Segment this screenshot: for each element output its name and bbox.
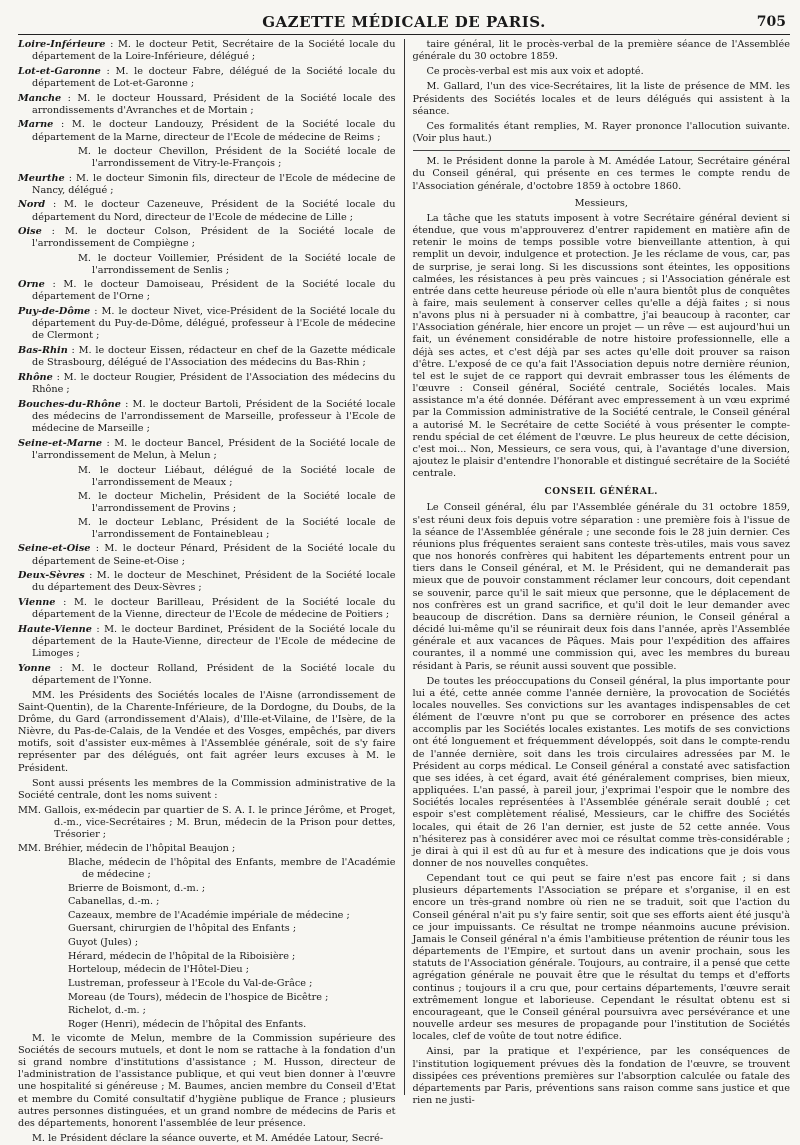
department-entry [18, 372, 396, 396]
commission-member: Lustreman, professeur à l'Ecole du Val-de-Grâce ; [68, 978, 313, 990]
department-delegate-text: : M. le docteur Rougier, Président de l'Association des médecins du Rhône ; [32, 371, 396, 396]
department-entry [18, 226, 396, 250]
salutation: Messieurs, [574, 197, 628, 209]
commission-member: Guyot (Jules) ; [68, 937, 139, 949]
department-entry [18, 119, 396, 143]
department-delegate-text: : M. le docteur Pénard, Président de la Société locale du département de Seine-et-Oise ; [32, 543, 396, 567]
department-entry [18, 438, 396, 462]
department-name: Marne [18, 119, 54, 131]
section-heading: CONSEIL GÉNÉRAL. [544, 487, 658, 498]
commission-member: Brierre de Boismont, d.-m. ; [68, 882, 206, 894]
department-delegate-text: : M. le docteur Bartoli, Président de la Société locale des médecins de l'arrondissement de Marseille, professeur à l'Ecole de médecine de Marseille ; [32, 398, 396, 435]
department-delegate-text: : M. le docteur Petit, Secrétaire de la Société locale du département de la Loire-Inférieure, délégué ; [32, 39, 396, 63]
commission-members [18, 805, 396, 1031]
commission-member: Guersant, chirurgien de l'hôpital des Enfants ; [68, 923, 297, 935]
paragraph-regrets: MM. les Présidents des Sociétés locales de l'Aisne (arrondissement de Saint-Quentin), de la Charente-Inférieure, de la Dordogne, du Doubs, de la Drôme, du Gard (arrondissement d'Alais), d'Ille-et-Vilaine, de l'Isère, de la Nièvre, du Pas-de-Calais, de la Vendée et des Vosges, empêchés, par divers motifs, soit d'assister eux-mêmes à l'Assemblée générale, soit de s'y faire représenter par des délégués, ont fait agréer leurs excuses à M. le Président. [18, 689, 396, 774]
department-name: Seine-et-Marne [18, 437, 103, 449]
department-delegate-text: : M. le docteur Cazeneuve, Président de la Société locale du département du Nord, directeur de l'Ecole de médecine de Lille ; [32, 199, 396, 223]
department-name: Nord [18, 199, 46, 211]
paragraph-guests: M. le vicomte de Melun, membre de la Commission supérieure des Sociétés de secours mutuels, et dont le nom se rattache à la fondation d'un si grand nombre d'institutions d'assistance ; M. Husson, directeur de l'administration de l'assistance publique, et qui veut bien donner à l'œuvre une hospitalité si généreuse ; M. Baumes, ancien membre du Conseil d'Etat et membre du Comité consultatif d'hygiène publique de France ; plusieurs autres personnes distinguées, et un grand nombre de médecins de Paris et des départements, honorent l'assemblée de leur présence. [18, 1032, 396, 1129]
commission-member: Horteloup, médecin de l'Hôtel-Dieu ; [68, 964, 249, 976]
paragraph-report-intro: M. le Président donne la parole à M. Amédée Latour, Secrétaire général du Conseil général, qui présente en ces termes le compte rendu de l'Association générale, d'octobre 1859 à octobre 1860. [412, 156, 790, 192]
minutes-paragraph: Ces formalités étant remplies, M. Rayer prononce l'allocution suivante. (Voir plus haut.) [412, 120, 790, 145]
department-name: Haute-Vienne [18, 623, 92, 635]
department-name: Bas-Rhin [18, 345, 68, 357]
department-delegate-text: : M. le docteur Bardinet, Président de la Société locale du département de la Haute-Vienne, directeur de l'Ecole de médecine de Limoges ; [32, 623, 396, 660]
department-entry [18, 345, 396, 369]
left-column [18, 39, 405, 1144]
department-delegate-text: : M. le docteur Nivet, vice-Président de la Société locale du département du Puy-de-Dôme, délégué, professeur à l'Ecole de médecine de Clermont ; [32, 306, 396, 342]
department-name: Deux-Sèvres [18, 570, 85, 582]
department-entry [18, 597, 396, 621]
department-name: Oise [18, 226, 42, 238]
additional-delegate: M. le docteur Voillemier, Président de la Société locale de l'arrondissement de Senlis ; [78, 253, 396, 277]
department-name: Manche [18, 92, 62, 104]
commission-member: Roger (Henri), médecin de l'hôpital des Enfants. [68, 1019, 307, 1031]
right-column [405, 39, 791, 1106]
department-delegate-text: : M. le docteur Rolland, Président de la Société locale du département de l'Yonne. [32, 662, 396, 686]
department-name: Vienne [18, 597, 56, 609]
minutes-paragraph: taire général, lit le procès-verbal de la première séance de l'Assemblée générale du 30 octobre 1859. [412, 39, 790, 63]
department-entry [18, 399, 396, 435]
two-column-body [18, 39, 790, 1144]
department-delegate-text: : M. le docteur de Meschinet, Président de la Société locale du département des Deux-Sèvres ; [32, 570, 396, 594]
department-delegate-text: : M. le docteur Houssard, Président de la Société locale des arrondissements d'Avranches et de Mortain ; [32, 92, 396, 116]
department-delegate-text: : M. le docteur Colson, Président de la Société locale de l'arrondissement de Compiègne ; [32, 226, 396, 250]
additional-delegate: M. le docteur Leblanc, Président de la Société locale de l'arrondissement de Fontainebleau ; [78, 517, 396, 541]
page-header [18, 10, 790, 35]
conseil-paragraph: De toutes les préoccupations du Conseil général, la plus importante pour lui a été, cette année comme l'année dernière, la provocation de Sociétés locales nouvelles. Ses convictions sur les avantages indispensables de cet élément de l'œuvre n'ont pu que se corroborer en présence des actes accomplis par les Sociétés locales existantes. Les motifs de ses convictions ont été longuement et fréquemment développés, soit dans le compte-rendu de l'année dernière, soit dans les trois circulaires adressées par M. le Président au corps médical. Le Conseil général a constaté avec satisfaction que ses idées, à cet égard, avait été généralement comprises, bien mieux, appliquées. L'an passé, à pareil jour, j'exprimai l'espoir que le nombre des Sociétés locales représentées à l'Assemblée générale serait doublé ; cet espoir s'est complètement réalisé, Messieurs, car le chiffre des Sociétés locales, qui était de 26 l'an dernier, est juste de 52 cette année. Vous n'hésiterez pas à considérer avec moi ce résultat comme très-considérable ; je dirai à qui il est dû au fur et à mesure des indications que je dois vous donner de nos nouvelles conquêtes. [412, 675, 790, 869]
department-entry [18, 173, 396, 197]
department-name: Yonne [18, 662, 51, 674]
department-list [18, 39, 396, 687]
department-name: Lot-et-Garonne [18, 65, 101, 77]
commission-member: Cabanellas, d.-m. ; [68, 896, 160, 908]
minutes-paragraph: Ce procès-verbal est mis aux voix et adopté. [426, 66, 644, 78]
department-name: Rhône [18, 371, 53, 383]
department-entry [18, 543, 396, 567]
department-entry [18, 93, 396, 117]
additional-delegate: M. le docteur Chevillon, Président de la Société locale de l'arrondissement de Vitry-le-François ; [78, 146, 396, 170]
additional-delegate: M. le docteur Michelin, Président de la Société locale de l'arrondissement de Provins ; [78, 490, 396, 514]
department-name: Puy-de-Dôme [18, 306, 91, 318]
commission-member-line: MM. Gallois, ex-médecin par quartier de S. A. I. le prince Jérôme, et Proget, d.-m., vice-Secrétaires ; M. Brun, médecin de la Prison pour dettes, Trésorier ; [18, 805, 396, 841]
department-entry [18, 624, 396, 660]
page-number: 705 [756, 14, 786, 30]
paragraph-commission: Sont aussi présents les membres de la Commission administrative de la Société centrale, dont les noms suivent : [18, 777, 396, 801]
department-delegate-text: : M. le docteur Landouzy, Président de la Société locale du département de la Marne, directeur de l'Ecole de médecine de Reims ; [32, 119, 396, 143]
department-entry [18, 199, 396, 223]
department-entry [18, 66, 396, 90]
conseil-paragraph: Ainsi, par la pratique et l'expérience, par les conséquences de l'institution logiquement prévues dès la fondation de l'œuvre, se trouvent dissipées ces préventions premières sur l'absorption calculée ou fatale des départements par Paris, préventions sans raison comme sans justice et que rien ne justi- [412, 1046, 790, 1106]
commission-member: Blache, médecin de l'hôpital des Enfants, membre de l'Académie de médecine ; [68, 856, 396, 880]
department-entry [18, 39, 396, 63]
report-paragraphs [413, 213, 791, 480]
conseil-paragraph: Cependant tout ce qui peut se faire n'est pas encore fait ; si dans plusieurs départements l'Association se prépare et s'organise, il en est encore un très-grand nombre où rien ne se traduit, soit que l'action du Conseil général n'ait pu s'y faire sentir, soit que ses efforts aient été jusqu'à ce jour impuissants. Ce résultat ne trompe néanmoins aucune prévision. Jamais le Conseil général n'a émis l'ambitieuse prétention de réunir tous les départements de l'Empire, et surtout dans un avenir prochain, sous les statuts de l'Association générale. Toujours, au contraire, il a pensé que cette agrégation générale ne pouvait être que le résultat du temps et d'efforts continus ; toujours il a cru que, pour certains départements, l'œuvre serait extrêmement longue et laborieuse. Cependant le résultat obtenu est si encourageant, que le Conseil général poursuivra avec persévérance et une nouvelle ardeur ses mesures de propagande pour l'institution de Sociétés locales, clef de voûte de tout notre édifice. [412, 873, 790, 1043]
conseil-paragraph: Le Conseil général, élu par l'Assemblée générale du 31 octobre 1859, s'est réuni deux fois depuis votre séparation : une première fois à l'issue de la séance de l'Assemblée générale ; une seconde fois le 28 juin dernier. Ces réunions plus fréquentes seraient sans conteste très-utiles, mais vous savez que nos honorés confrères qui habitent les départements entrent pour un tiers dans le Conseil général, et M. le Président, qui ne demanderait pas mieux que de pouvoir constamment réclamer leur concours, doit cependant se souvenir, parce qu'il le sait mieux que personne, que le déplacement de nos confrères est un grand sacrifice, et qu'il doit le leur demander avec beaucoup de discrétion. Dans sa dernière réunion, le Conseil général a décidé lui-même qu'il se réunirait deux fois dans l'année, après l'Assemblée générale et aux vacances de Pâques. Mais pour l'expédition des affaires courantes, il a nommé une commission qui, avec les membres du bureau résidant à Paris, se réunit aussi souvent que possible. [412, 502, 790, 672]
commission-member: Hérard, médecin de l'hôpital de la Riboisière ; [68, 950, 296, 962]
masthead-title: GAZETTE MÉDICALE DE PARIS. [262, 13, 546, 31]
department-entry [18, 279, 396, 303]
divider [413, 150, 791, 151]
department-delegate-text: : M. le docteur Eissen, rédacteur en chef de la Gazette médicale de Strasbourg, délégué de l'Association des médecins du Bas-Rhin ; [32, 345, 396, 369]
department-delegate-text: : M. le docteur Bancel, Président de la Société locale de l'arrondissement de Melun, à Melun ; [32, 437, 396, 461]
commission-member-line: MM. Bréhier, médecin de l'hôpital Beaujon ; [18, 843, 236, 855]
department-name: Meurthe [18, 172, 65, 184]
report-paragraph: La tâche que les statuts imposent à votre Secrétaire général devient si étendue, que vous m'approuverez d'entrer rapidement en matière afin de retenir le moins de temps possible votre bienveillante attention, à qui remplit un devoir, indulgence et protection. Je les réclame de vous, car, pas de surprise, je serai long. Si les discussions sont éteintes, les oppositions calmées, les résistances à peu près vaincues ; si l'Association générale est entrée dans cette heureuse période où elle n'aura bientôt plus de conquêtes à faire, mais seulement à conserver celles qu'elle a déjà faites ; si nous n'avons plus ni à persuader ni à combattre, j'ai beaucoup à raconter, car l'Association générale, hier encore un projet — un rêve — est aujourd'hui un fait, un événement considérable de notre histoire professionnelle, elle a déjà ses actes, et c'est déjà par ses actes qu'elle doit prouver sa raison d'être. L'exposé de ce qu'a fait l'Association depuis notre dernière réunion, tel est le sujet de ce rapport qui devrait embrasser tous les éléments de l'œuvre : Conseil général, Société centrale, Sociétés locales. Mais assistance m'a été donnée. Déférant avec empressement à un vœu exprimé par la Commission administrative de la Société centrale, le Conseil général a autorisé M. le Secrétaire de cette Société à vous présenter le compte-rendu spécial de cet élément de l'œuvre. Le plus heureux de cette décision, c'est moi... Non, Messieurs, ce sera vous, qui, à l'avantage d'une diversion, ajoutez le plaisir d'entendre l'honorable et distingué secrétaire de la Société centrale. [412, 212, 790, 480]
department-entry [18, 306, 396, 342]
department-entry [18, 570, 396, 594]
department-name: Loire-Inférieure [18, 39, 106, 50]
minutes-paragraphs [413, 39, 791, 145]
department-name: Seine-et-Oise [18, 543, 91, 555]
department-entry [18, 663, 396, 687]
department-delegate-text: : M. le docteur Damoiseau, Président de la Société locale du département de l'Orne ; [32, 279, 396, 303]
department-delegate-text: : M. le docteur Fabre, délégué de la Société locale du département de Lot-et-Garonne ; [32, 65, 396, 89]
commission-member: Richelot, d.-m. ; [68, 1005, 146, 1017]
conseil-paragraphs [413, 502, 791, 1107]
department-delegate-text: : M. le docteur Barilleau, Président de la Société locale du département de la Vienne, directeur de l'Ecole de médecine de Poitiers ; [32, 597, 396, 621]
commission-member: Moreau (de Tours), médecin de l'hospice de Bicêtre ; [68, 991, 329, 1003]
department-name: Bouches-du-Rhône [18, 398, 121, 410]
department-name: Orne [18, 279, 45, 291]
paragraph-opening: M. le Président déclare la séance ouverte, et M. Amédée Latour, Secré- [32, 1132, 384, 1144]
additional-delegate: M. le docteur Liébaut, délégué de la Société locale de l'arrondissement de Meaux ; [78, 464, 396, 488]
department-delegate-text: : M. le docteur Simonin fils, directeur de l'Ecole de médecine de Nancy, délégué ; [32, 172, 396, 196]
minutes-paragraph: M. Gallard, l'un des vice-Secrétaires, lit la liste de présence de MM. les Présidents des Sociétés locales et de leurs délégués qui assistent à la séance. [412, 81, 790, 117]
commission-member: Cazeaux, membre de l'Académie impériale de médecine ; [68, 909, 350, 921]
